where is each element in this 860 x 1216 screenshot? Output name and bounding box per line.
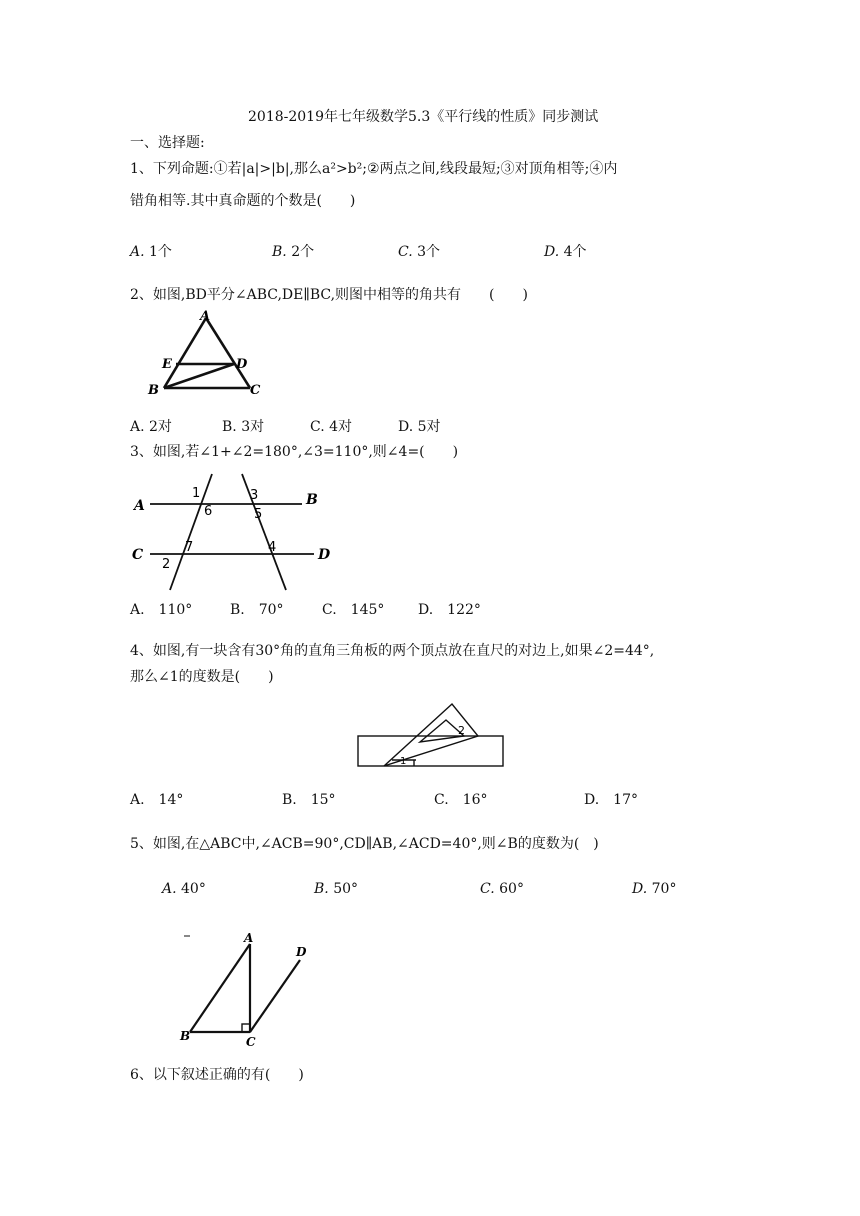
q4-option-d: D. 17° xyxy=(584,792,638,808)
q4-figure xyxy=(356,700,506,770)
q4-angle-2: 2 xyxy=(458,724,465,737)
q1-stem-line1: 1、下列命题:①若|a|>|b|,那么a²>b²;②两点之间,线段最短;③对顶角相等;④内 xyxy=(130,161,618,177)
q2-side-ac xyxy=(206,318,250,388)
q3-angle-1: 1 xyxy=(192,486,201,501)
q2-label-c: C xyxy=(250,383,261,398)
q6-stem: 6、以下叙述正确的有( ) xyxy=(130,1067,304,1083)
q1-stem-line2: 错角相等.其中真命题的个数是( ) xyxy=(130,193,356,209)
q2-stem: 2、如图,BD平分∠ABC,DE∥BC,则图中相等的角共有 ( ) xyxy=(130,287,528,303)
q3-transversal-right xyxy=(242,474,286,590)
q4-angle-1: 1 xyxy=(400,756,407,767)
q3-angle-2: 2 xyxy=(162,557,171,572)
q4-option-a: A. 14° xyxy=(130,792,184,808)
q5-label-d: D xyxy=(296,945,307,959)
q3-angle-5: 5 xyxy=(254,507,263,522)
q5-stem: 5、如图,在△ABC中,∠ACB=90°,CD∥AB,∠ACD=40°,则∠B的度数为( ) xyxy=(130,836,599,852)
q2-figure xyxy=(140,306,280,406)
q2-option-c: C. 4对 xyxy=(310,419,353,435)
q5-figure xyxy=(176,926,316,1052)
q2-label-a: A xyxy=(200,309,211,324)
q3-label-b: B xyxy=(306,492,318,508)
q5-right-angle-mark xyxy=(242,1024,250,1032)
q2-segment-bd xyxy=(164,364,234,388)
q5-option-d: D. 70° xyxy=(632,881,677,897)
q1-option-d: D. 4个 xyxy=(544,244,587,260)
q5-segment-cd xyxy=(250,960,300,1032)
q4-option-c: C. 16° xyxy=(434,792,488,808)
q2-label-b: B xyxy=(148,383,159,398)
q3-angle-4: 4 xyxy=(268,540,277,555)
q3-stem: 3、如图,若∠1+∠2=180°,∠3=110°,则∠4=( ) xyxy=(130,444,459,460)
section-heading: 一、选择题: xyxy=(130,135,205,151)
q3-label-d: D xyxy=(318,547,331,563)
q5-label-b: B xyxy=(180,1029,191,1043)
q5-label-c: C xyxy=(246,1035,256,1049)
q1-option-b: B. 2个 xyxy=(272,244,315,260)
q3-option-a: A. 110° xyxy=(130,602,193,618)
q4-stem-line2: 那么∠1的度数是( ) xyxy=(130,669,274,685)
q3-label-c: C xyxy=(132,547,144,563)
q2-option-d: D. 5对 xyxy=(398,419,441,435)
q1-option-a: A. 1个 xyxy=(130,244,172,260)
page-title: 2018-2019年七年级数学5.3《平行线的性质》同步测试 xyxy=(248,109,599,125)
q3-label-a: A xyxy=(134,498,145,514)
q5-option-c: C. 60° xyxy=(480,881,524,897)
q4-option-b: B. 15° xyxy=(282,792,336,808)
q2-option-b: B. 3对 xyxy=(222,419,265,435)
q5-side-ab xyxy=(190,944,250,1032)
q5-label-a: A xyxy=(244,931,254,945)
q3-option-c: C. 145° xyxy=(322,602,385,618)
q4-stem-line1: 4、如图,有一块含有30°角的直角三角板的两个顶点放在直尺的对边上,如果∠2=44°, xyxy=(130,643,655,659)
q2-label-d: D xyxy=(236,357,248,372)
q3-figure xyxy=(130,470,340,594)
q5-option-a: A. 40° xyxy=(162,881,206,897)
q1-option-c: C. 3个 xyxy=(398,244,441,260)
q3-transversal-left xyxy=(170,474,212,590)
q3-angle-7: 7 xyxy=(185,540,194,555)
q2-side-ab xyxy=(164,318,206,388)
q2-label-e: E xyxy=(162,357,172,372)
q5-option-b: B. 50° xyxy=(314,881,359,897)
q3-option-b: B. 70° xyxy=(230,602,284,618)
q3-angle-3: 3 xyxy=(250,488,259,503)
q2-option-a: A. 2对 xyxy=(130,419,172,435)
q3-angle-6: 6 xyxy=(204,504,213,519)
q3-option-d: D. 122° xyxy=(418,602,481,618)
